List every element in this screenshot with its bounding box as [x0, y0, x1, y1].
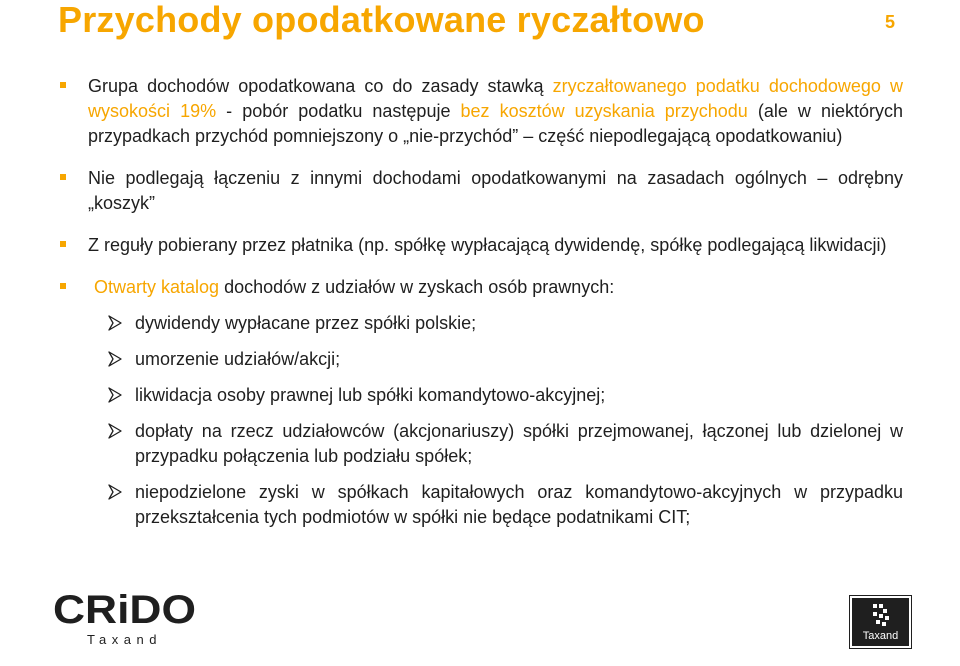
sub-list-item: niepodzielone zyski w spółkach kapitałowych oraz komandytowo-akcyjnych w przypadku przekształcenia tych podmiotów w spółki nie będące podatnikami CIT;: [58, 480, 903, 530]
square-bullet-icon: [60, 283, 66, 289]
taxand-logo: [849, 595, 912, 649]
crido-logo-text: CRiDO: [53, 588, 196, 632]
sub-list-item: dopłaty na rzecz udziałowców (akcjonariuszy) spółki przejmowanej, łączonej lub dzielonej w przypadku połączenia lub podziału spółek;: [58, 419, 903, 469]
arrowhead-icon: [106, 422, 124, 440]
highlight-text: Otwarty katalog: [94, 277, 220, 297]
bullet-item: Grupa dochodów opodatkowana co do zasady stawką zryczałtowanego podatku dochodowego w wysokości 19% - pobór podatku następuje bez kosztów uzyskania przychodu (ale w niektórych przypadkach przychód pomniejszony o „nie-przychód” – część niepodlegającą opodatkowaniu): [58, 74, 903, 149]
arrowhead-icon: [106, 483, 124, 501]
sub-list-item: likwidacja osoby prawnej lub spółki komandytowo-akcyjnej;: [58, 383, 903, 408]
slide-title: Przychody opodatkowane ryczałtowo: [58, 0, 705, 40]
sub-list-item: dywidendy wypłacane przez spółki polskie;: [58, 311, 903, 336]
arrowhead-icon: [106, 386, 124, 404]
arrowhead-icon: [106, 350, 124, 368]
bullet-item: Z reguły pobierany przez płatnika (np. spółkę wypłacającą dywidendę, spółkę podlegającą likwidacji): [58, 233, 903, 258]
highlight-text: zryczałtowanego podatku dochodowego w wysokości 19%: [88, 76, 903, 121]
arrowhead-icon: [106, 314, 124, 332]
square-bullet-icon: [60, 241, 66, 247]
square-bullet-icon: [60, 174, 66, 180]
page-number: 5: [885, 12, 896, 32]
bullet-item: Otwarty katalog dochodów z udziałów w zyskach osób prawnych:: [58, 275, 903, 300]
sub-list-item: umorzenie udziałów/akcji;: [58, 347, 903, 372]
slide-content: [58, 74, 903, 530]
crido-logo-subtext: Taxand: [87, 632, 162, 645]
crido-logo: [53, 585, 198, 645]
square-bullet-icon: [60, 82, 66, 88]
highlight-text: bez kosztów uzyskania przychodu: [460, 101, 748, 121]
taxand-logo-text: Taxand: [862, 630, 899, 642]
bullet-item: Nie podlegają łączeniu z innymi dochodami opodatkowanymi na zasadach ogólnych – odrębny „koszyk”: [58, 166, 903, 216]
